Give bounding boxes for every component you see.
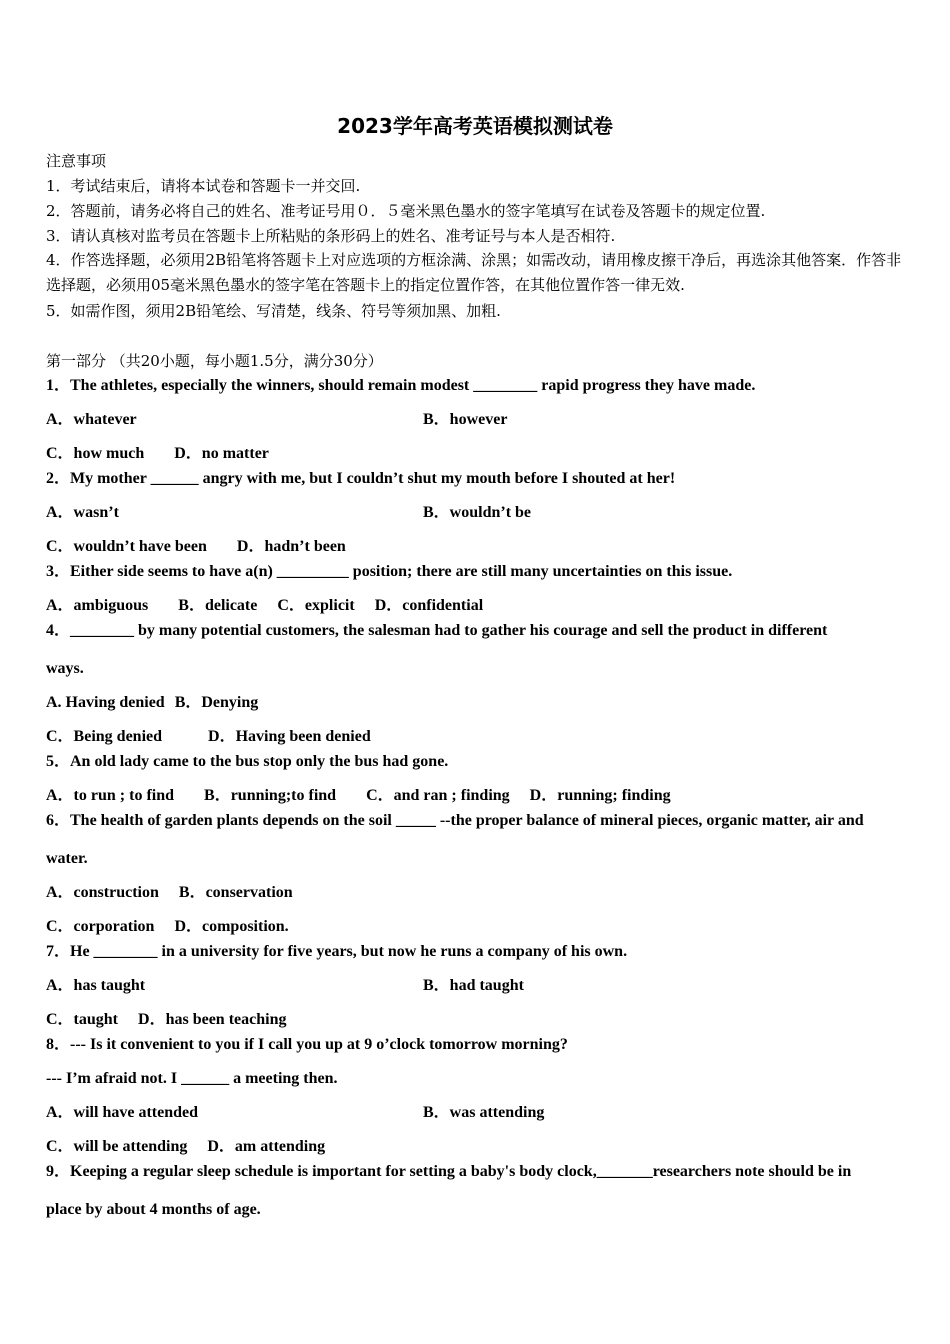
question-stem: 8．--- Is it convenient to you if I call you up at 9 o’clock tomorrow morning? [46, 1036, 568, 1053]
notice-item: 1．考试结束后，请将本试卷和答题卡一并交回. [46, 177, 361, 195]
notice-item: 3．请认真核对监考员在答题卡上所粘贴的条形码上的姓名、准考证号与本人是否相符. [46, 227, 616, 245]
option-d[interactable]: D．composition. [174, 918, 289, 935]
option-row [46, 693, 258, 713]
question-stem: 6．The health of garden plants depends on the soil _____ --the proper balance of mineral pieces, organic matter, air and [46, 812, 864, 829]
option-row [46, 444, 269, 464]
option-b[interactable]: B．however [423, 411, 508, 428]
option-c[interactable]: C．taught [46, 1011, 119, 1028]
option-a[interactable]: A．whatever [46, 411, 137, 428]
option-row [46, 596, 483, 616]
option-c[interactable]: C．corporation [46, 918, 155, 935]
option-row [46, 976, 524, 996]
page-title: 2023学年高考英语模拟测试卷 [337, 114, 613, 138]
option-d[interactable]: D．hadn’t been [236, 538, 346, 555]
option-row [46, 917, 289, 937]
option-c[interactable]: C．and ran ; finding [366, 787, 510, 804]
question-stem-continued: place by about 4 months of age. [46, 1201, 261, 1218]
option-c[interactable]: C．will be attending [46, 1138, 188, 1155]
option-a[interactable]: A．wasn’t [46, 504, 119, 521]
option-row [46, 883, 293, 903]
question-stem: 9．Keeping a regular sleep schedule is important for setting a baby's body clock,_______researchers note should be in [46, 1163, 852, 1180]
option-d[interactable]: D．confidential [374, 597, 484, 614]
notice-item: 4．作答选择题，必须用2B铅笔将答题卡上对应选项的方框涂满、涂黑；如需改动，请用橡皮擦干净后，再选涂其他答案．作答非选择题，必须用05毫米黑色墨水的签字笔在答题卡上的指定位置作答，在其他位置作答一律无效. [46, 251, 902, 294]
option-a[interactable]: A. Having denied [46, 694, 165, 711]
option-b[interactable]: B．conservation [178, 884, 293, 901]
option-row [46, 503, 532, 523]
option-d[interactable]: D．running; finding [529, 787, 671, 804]
option-b[interactable]: B．Denying [174, 694, 259, 711]
option-c[interactable]: C．wouldn’t have been [46, 538, 207, 555]
option-d[interactable]: D．Having been denied [208, 728, 371, 745]
question-stem-continued: --- I’m afraid not. I ______ a meeting then. [46, 1070, 338, 1087]
option-b[interactable]: B．wouldn’t be [423, 504, 532, 521]
option-b[interactable]: B．had taught [423, 977, 524, 994]
option-c[interactable]: C．how much [46, 445, 145, 462]
notice-item: 2．答题前，请务必将自己的姓名、准考证号用０．５毫米黑色墨水的签字笔填写在试卷及答题卡的规定位置. [46, 202, 766, 220]
option-a[interactable]: A．has taught [46, 977, 146, 994]
question-stem: 2．My mother ______ angry with me, but I couldn’t shut my mouth before I shouted at her! [46, 470, 676, 487]
option-c[interactable]: C．Being denied [46, 728, 163, 745]
option-c[interactable]: C．explicit [277, 597, 355, 614]
option-row [46, 1137, 325, 1157]
option-a[interactable]: A．to run ; to find [46, 787, 175, 804]
option-row [46, 1103, 545, 1123]
option-a[interactable]: A．ambiguous [46, 597, 149, 614]
question-stem: 3．Either side seems to have a(n) _________ position; there are still many uncertainties on this issue. [46, 563, 733, 580]
question-stem: 5．An old lady came to the bus stop only the bus had gone. [46, 753, 449, 770]
question-stem-continued: water. [46, 850, 88, 867]
option-row [46, 1010, 286, 1030]
option-a[interactable]: A．construction [46, 884, 159, 901]
option-row [46, 727, 371, 747]
question-stem: 4．________ by many potential customers, the salesman had to gather his courage and sell the product in different [46, 622, 828, 639]
option-row [46, 786, 671, 806]
option-d[interactable]: D．am attending [207, 1138, 326, 1155]
part-heading: 第一部分 （共20小题，每小题1.5分，满分30分） [46, 352, 383, 370]
question-stem: 1．The athletes, especially the winners, should remain modest ________ rapid progress they have made. [46, 377, 756, 394]
option-row [46, 537, 346, 557]
notice-heading: 注意事项 [46, 152, 107, 170]
option-d[interactable]: D．has been teaching [138, 1011, 287, 1028]
option-row [46, 410, 508, 430]
option-a[interactable]: A．will have attended [46, 1104, 199, 1121]
option-b[interactable]: B．was attending [423, 1104, 545, 1121]
option-d[interactable]: D．no matter [174, 445, 269, 462]
question-stem-continued: ways. [46, 660, 84, 677]
option-b[interactable]: B．delicate [178, 597, 258, 614]
notice-item: 5．如需作图，须用2B铅笔绘、写清楚，线条、符号等须加黑、加粗. [46, 302, 501, 320]
option-b[interactable]: B．running;to find [204, 787, 337, 804]
question-stem: 7．He ________ in a university for five years, but now he runs a company of his own. [46, 943, 628, 960]
